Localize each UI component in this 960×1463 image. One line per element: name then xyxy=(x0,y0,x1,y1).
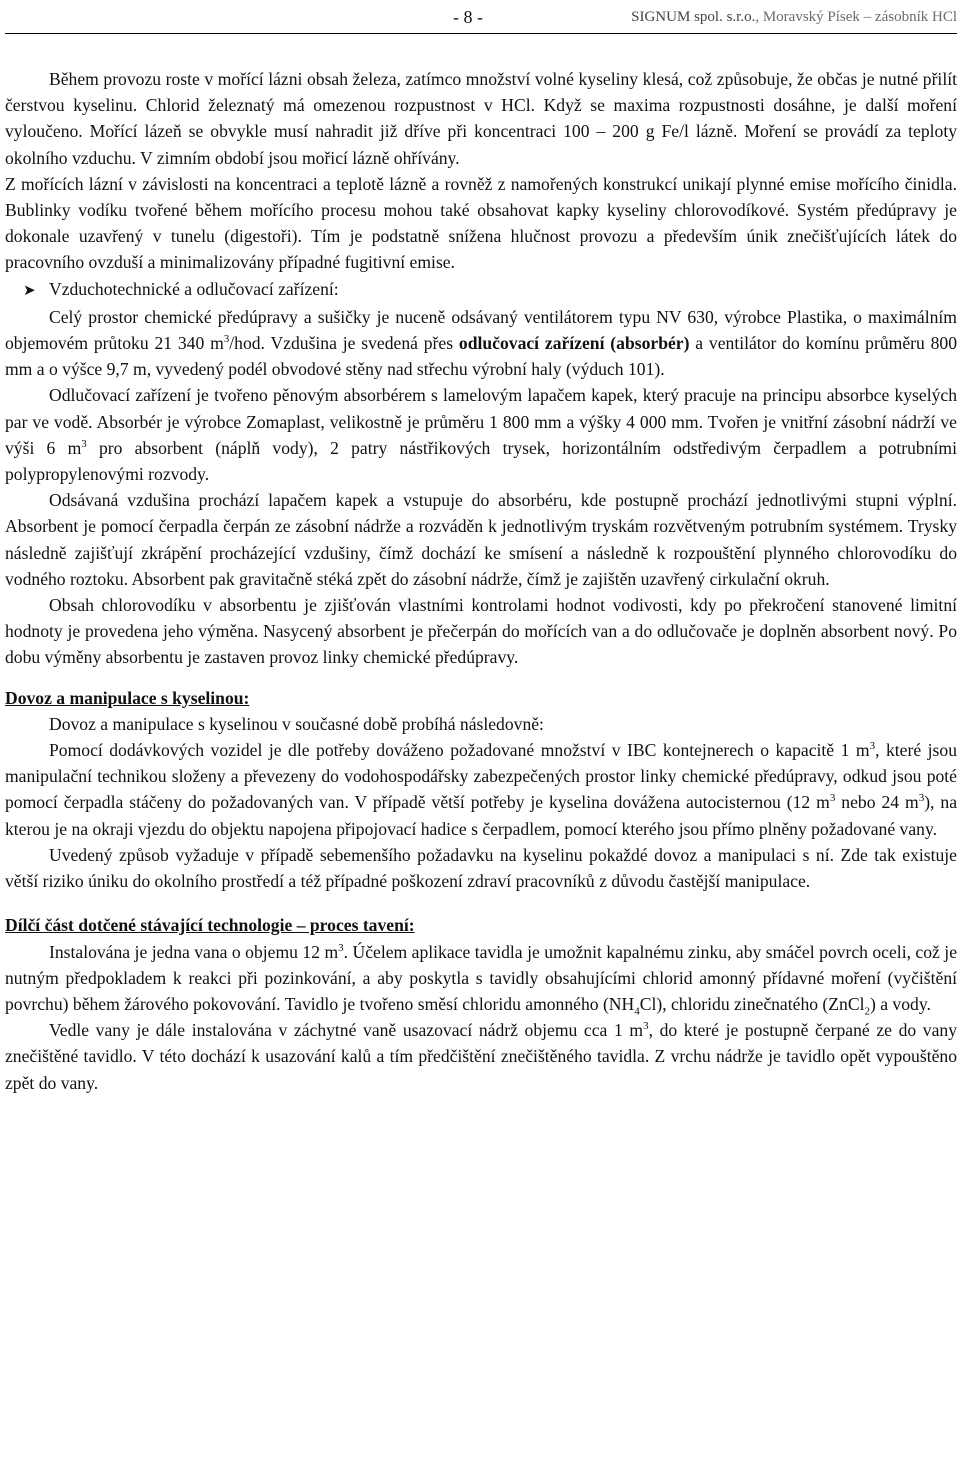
superscript: 3 xyxy=(81,437,87,450)
heading-text: Dílčí část dotčené stávající technologie – proces tavení: xyxy=(5,915,415,936)
paragraph-absorbent-exchange: Obsah chlorovodíku v absorbentu je zjišťován vlastními kontrolami hodnot vodivosti, kdy po překročení stanovené limitní hodnoty je provedena jeho výměna. Nasycený absorbent je přečerpán do mořících van a do odlučovače je doplněn absorbent nový. Po dobu výměny absorbentu je zastaven provoz linky chemické předúpravy. xyxy=(5,595,957,668)
paragraph-pickling-bath: Během provozu roste v mořící lázni obsah železa, zatímco množství volné kyseliny klesá, což způsobuje, že občas je nutné přilít čerstvou kyselinu. Chlorid železnatý má omezenou rozpustnost v HCl. Když se maxima rozpustnosti dosáhne, je další moření vyloučeno. Mořící lázeň se obvykle musí nahradit již dříve při koncentraci 100 – 200 g Fe/l lázně. Moření se provádí za teploty okolního vzduchu. V zimním období jsou mořicí lázně ohřívány. xyxy=(5,69,957,168)
header-title xyxy=(631,6,957,28)
text-run: Odlučovací zařízení je tvořeno pěnovým absorbérem s lamelovým lapačem kapek, který pracuje na principu absorbce kyselých par ve vodě. Absorbér je výrobce Zomaplast, velikostně je průměru 1 800 mm a výšky 4 000 mm. Tvořen je vnitřní zásobní nádrží ve výši 6 m xyxy=(5,385,957,458)
paragraph-risk: Uvedený způsob vyžaduje v případě sebemenšího požadavku na kyselinu pokaždé dovoz a manipulaci s ní. Zde tak existuje větší riziko úniku do okolního prostředí a též případné poškození zdraví pracovníků z důvodu častější manipulace. xyxy=(5,844,957,892)
text-run: nebo 24 m xyxy=(835,792,919,813)
text-run: , do které je postupně čerpané ze do vany znečištěné tavidlo. V této dochází k usazování kalů a tím předčištění znečištěného tavidla. Z vrchu nádrže je tavidlo opět vypouštěno zpět do vany. xyxy=(5,1020,957,1093)
section-heading-acid-transport xyxy=(5,685,957,711)
text-run: Celý prostor chemické předúpravy a sušičky je nuceně odsávaný ventilátorem typu NV 630, výrobce Plastika, o maximálním objemovém průtoku 21 340 m xyxy=(5,306,957,354)
superscript: 3 xyxy=(223,333,230,346)
subscript: 4 xyxy=(634,1005,640,1018)
page-header xyxy=(5,3,957,33)
paragraph-ibc-containers xyxy=(5,737,957,842)
text-run: ) a vody. xyxy=(869,993,931,1014)
paragraph-ventilation xyxy=(5,304,957,383)
superscript: 3 xyxy=(918,792,925,805)
bold-term: odlučovací zařízení (absorbér) xyxy=(458,333,690,354)
document-body xyxy=(5,66,957,1096)
superscript: 3 xyxy=(643,1020,649,1033)
paragraph-settling-tank xyxy=(5,1017,957,1096)
page-number: - 8 - xyxy=(453,7,483,27)
text-run: , které jsou manipulační technikou složeny a převezeny do vodohospodářsky zabezpečených prostor linky chemické předúpravy, odkud jsou poté pomocí čerpadla stáčeny do požadovaných van. V případě větší potřeby je kyselina dovážena autocisternou (12 m xyxy=(5,740,957,813)
superscript: 3 xyxy=(869,740,876,753)
text-run: Instalována je jedna vana o objemu 12 m xyxy=(49,941,339,962)
paragraph-absorber xyxy=(5,382,957,487)
paragraph-emissions: Z mořících lázní v závislosti na koncentraci a teplotě lázně a rovněž z namořených konstrukcí unikají plynné emise mořícího činidla. Bublinky vodíku tvořené během mořícího procesu mohou také obsahovat kapky kyseliny chlorovodíkové. Systém předúpravy je dokonale uzavřený v tunelu (digestoři). Tím je podstatně snížena hlučnost provozu a především únik znečišťujících látek do pracovního ovzduší a minimalizovány případné fugitivní emise. xyxy=(5,173,957,273)
section-heading-melting xyxy=(5,912,957,938)
arrow-bullet-icon: ➤ xyxy=(23,282,36,299)
text-run: pro absorbent (náplň vody), 2 patry nástřikových trysek, horizontálním odstředivým čerpadlem a potrubními polypropylenovými rozvody. xyxy=(5,437,957,485)
paragraph-flux-bath xyxy=(5,939,957,1018)
superscript: 3 xyxy=(338,941,344,954)
subscript: 2 xyxy=(864,1005,870,1018)
text-run: a ventilátor do komínu průměru 800 mm a o výšce 9,7 m, vyvedený podél obvodové stěny nad střechu výrobní haly (výduch 101). xyxy=(5,333,958,380)
text-run: Vedle vany je dále instalována v záchytné vaně usazovací nádrž objemu cca 1 m xyxy=(49,1020,644,1041)
text-run: Pomocí dodávkových vozidel je dle potřeby dováženo požadované množství v IBC kontejnerech o kapacitě 1 m xyxy=(49,740,870,761)
heading-text: Dovoz a manipulace s kyselinou: xyxy=(5,687,250,708)
text-run: ), na kterou je na okraji vjezdu do objektu napojena připojovací hadice s čerpadlem, pomocí kterého jsou přímo plněny požadované vany. xyxy=(5,792,958,839)
paragraph-transport-intro: Dovoz a manipulace s kyselinou v současné době probíhá následovně: xyxy=(49,713,544,734)
text-run: . Účelem aplikace tavidla je umožnit kapalnému zinku, aby smáčel povrch oceli, což je nutným předpokladem k reakci při pozinkování, a aby poskytla s tavidly obsahujícími chlorid amonný přídavné moření (vyčištění povrchu) během žárového pokovování. Tavidlo je tvořeno směsí chloridu amonného (NH xyxy=(5,941,958,1014)
bullet-heading: Vzduchotechnické a odlučovací zařízení: xyxy=(49,278,339,299)
header-company: SIGNUM spol. s.r.o. xyxy=(631,9,756,25)
header-rule xyxy=(5,33,957,34)
text-run: /hod. Vzdušina je svedená přes xyxy=(229,333,459,354)
header-location: , Moravský Písek – zásobník HCl xyxy=(755,9,957,25)
bullet-air-equipment xyxy=(5,276,957,304)
paragraph-airflow: Odsávaná vzdušina prochází lapačem kapek a vstupuje do absorbéru, kde postupně prochází jednotlivými stupni výplní. Absorbent je pomocí čerpadla čerpán ze zásobní nádrže a rozváděn k jednotlivým tryskám rozvětveným potrubním systémem. Trysky následně zajišťují zkrápění procházející vzdušiny, čímž dochází ke smísení a následně k rozpouštění plynného chlorovodíku do vodného roztoku. Absorbent pak gravitačně stéká zpět do zásobní nádrže, čímž je zajištěn uzavřený cirkulační okruh. xyxy=(5,490,957,589)
superscript: 3 xyxy=(829,792,836,805)
text-run: Cl), chloridu zinečnatého (ZnCl xyxy=(639,993,865,1014)
